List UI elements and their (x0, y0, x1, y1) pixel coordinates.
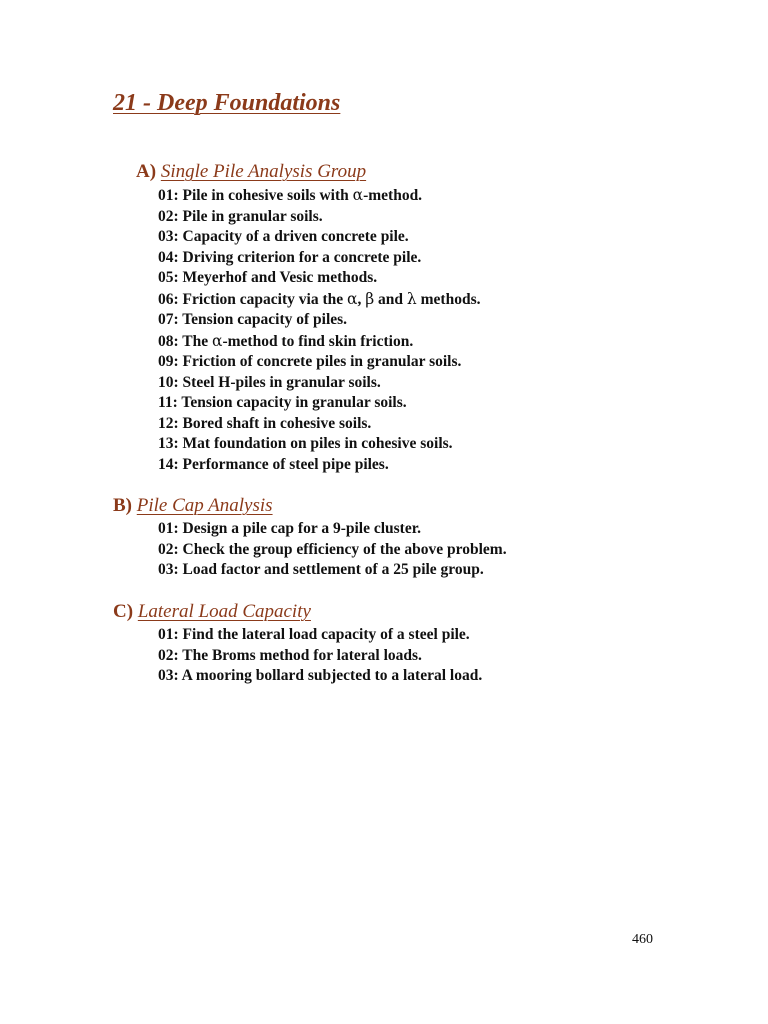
beta-symbol: β (365, 289, 375, 308)
list-item: 01: Pile in cohesive soils with α-method. (158, 186, 423, 204)
problem-list (158, 625, 482, 687)
section-pile-cap-analysis (113, 495, 507, 581)
list-item: 06: Friction capacity via the α, β and λ methods. (158, 289, 481, 308)
section-letter: B) (113, 495, 132, 516)
list-item: 03: A mooring bollard subjected to a lateral load. (158, 667, 483, 684)
alpha-symbol: α (211, 331, 223, 350)
list-item: 10: Steel H-piles in granular soils. (158, 373, 381, 391)
section-heading (136, 161, 480, 183)
section-lateral-load-capacity (113, 601, 482, 687)
list-item: 08: The α-method to find skin friction. (158, 331, 414, 350)
list-item: 01: Design a pile cap for a 9-pile cluster. (158, 520, 422, 537)
alpha-symbol: α (352, 186, 364, 204)
problem-list (158, 519, 507, 581)
section-single-pile-analysis (136, 161, 480, 475)
list-item: 13: Mat foundation on piles in cohesive soils. (158, 435, 453, 452)
list-item: 09: Friction of concrete piles in granular soils. (158, 353, 462, 370)
lambda-symbol: λ (406, 289, 417, 308)
list-item: 03: Capacity of a driven concrete pile. (158, 228, 409, 245)
list-item: 14: Performance of steel pipe piles. (158, 455, 389, 473)
section-title: Lateral Load Capacity (137, 601, 311, 622)
page-title: 21 - Deep Foundations (113, 90, 341, 116)
list-item: 07: Tension capacity of piles. (158, 311, 348, 328)
section-title: Single Pile Analysis Group (160, 161, 367, 182)
section-letter: A) (136, 161, 157, 182)
section-letter: C) (113, 601, 134, 622)
problem-list (158, 185, 480, 475)
section-heading (113, 495, 507, 517)
list-item: 11: Tension capacity in granular soils. (158, 394, 407, 411)
list-item: 02: The Broms method for lateral loads. (158, 646, 422, 664)
list-item: 05: Meyerhof and Vesic methods. (158, 269, 378, 286)
section-title: Pile Cap Analysis (136, 495, 273, 516)
alpha-symbol: α (346, 289, 358, 308)
page-number: 460 (632, 932, 653, 947)
list-item: 02: Pile in granular soils. (158, 207, 323, 225)
list-item: 12: Bored shaft in cohesive soils. (158, 414, 372, 432)
section-heading (113, 601, 482, 623)
list-item: 02: Check the group efficiency of the above problem. (158, 540, 507, 558)
list-item: 04: Driving criterion for a concrete pile. (158, 248, 422, 266)
list-item: 01: Find the lateral load capacity of a steel pile. (158, 626, 470, 643)
list-item: 03: Load factor and settlement of a 25 pile group. (158, 561, 484, 578)
